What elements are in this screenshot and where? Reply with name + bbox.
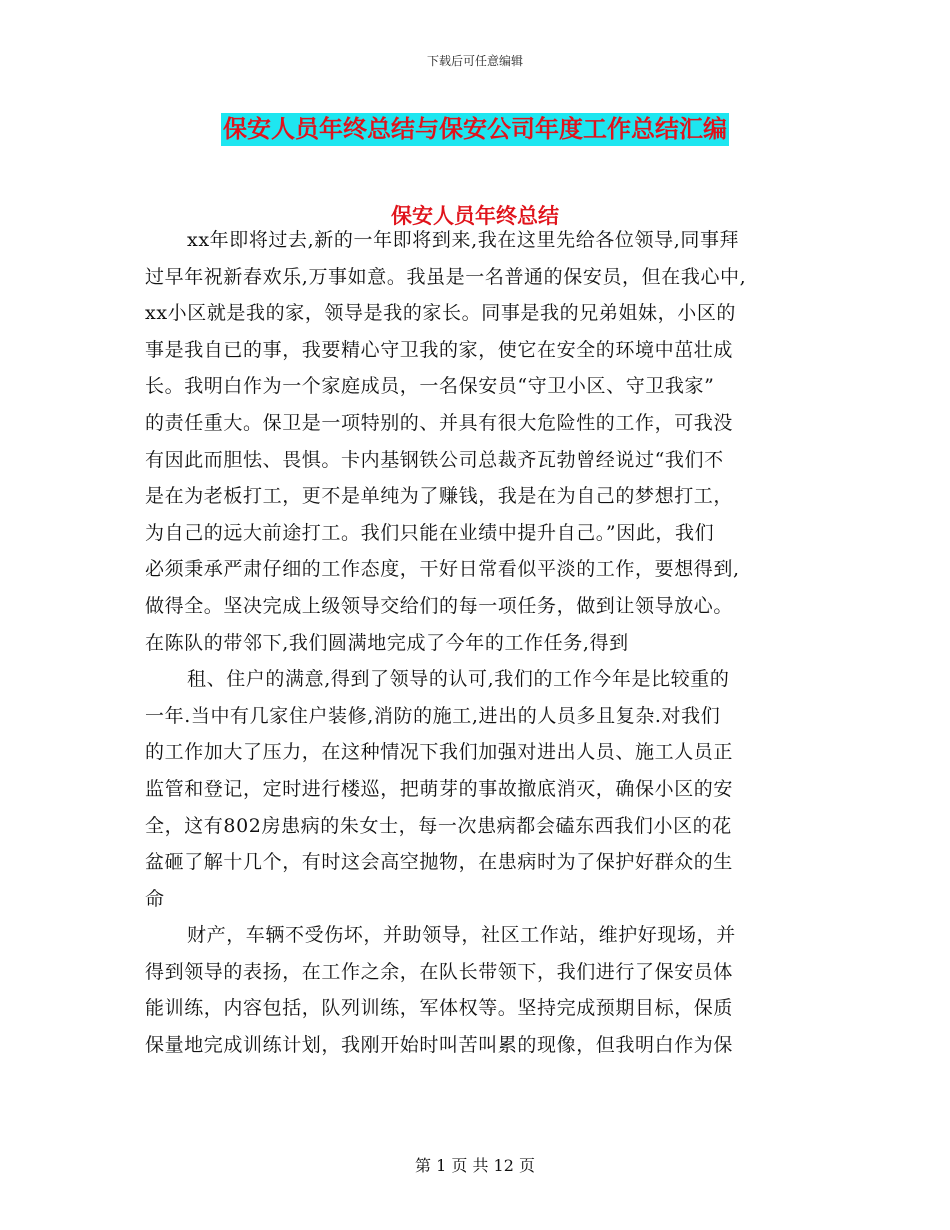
paragraph-line: 是在为老板打工，更不是单纯为了赚钱，我是在为自己的梦想打工， (145, 485, 734, 508)
paragraph-line: 的工作加大了压力，在这种情况下我们加强对进出人员、施工人员正 (145, 741, 734, 764)
paragraph-line: 盆砸了解十几个，有时这会高空抛物，在患病时为了保护好群众的生 (145, 851, 734, 874)
paragraph-line: 为自己的远大前途打工。我们只能在业绩中提升自己。”因此，我们 (145, 521, 715, 544)
paragraph-line: 做得全。坚决完成上级领导交给们的每一项任务，做到让领导放心。 (145, 594, 734, 617)
document-title: 保安人员年终总结与保安公司年度工作总结汇编 (221, 113, 729, 146)
page-header-note: 下载后可任意编辑 (426, 54, 523, 68)
page-number-footer: 第 1 页 共 12 页 (415, 1156, 535, 1175)
paragraph-line: 能训练，内容包括，队列训练，军体权等。坚持完成预期目标，保质 (145, 997, 734, 1020)
paragraph-line: 监管和登记，定时进行楼巡，把萌芽的事故撤底消灭，确保小区的安 (145, 777, 734, 800)
paragraph-line: xx小区就是我的家，领导是我的家长。同事是我的兄弟姐妹，小区的 (145, 302, 737, 325)
paragraph-line: 过早年祝新春欢乐,万事如意。我虽是一名普通的保安员，但在我心中, (145, 265, 747, 288)
paragraph-line: 一年.当中有几家住户装修,消防的施工,进出的人员多且复杂.对我们 (145, 704, 721, 727)
paragraph-line: 命 (145, 887, 165, 910)
paragraph-line: 全，这有802房患病的朱女士，每一次患病都会磕东西我们小区的花 (145, 814, 732, 837)
paragraph-line: 租、住户的满意,得到了领导的认可,我们的工作今年是比较重的 (187, 668, 730, 691)
paragraph-line: 保量地完成训练计划，我刚开始时叫苦叫累的现像，但我明白作为保 (145, 1034, 734, 1057)
paragraph-line: 长。我明白作为一个家庭成员，一名保安员“守卫小区、守卫我家” (145, 375, 715, 398)
section-title: 保安人员年终总结 (391, 204, 559, 228)
body-text (145, 222, 815, 1064)
paragraph-line: 必须秉承严肃仔细的工作态度，干好日常看似平淡的工作，要想得到, (145, 558, 740, 581)
paragraph-line: 的责任重大。保卫是一项特别的、并具有很大危险性的工作，可我没 (145, 411, 734, 434)
paragraph-line: 得到领导的表扬，在工作之余，在队长带领下，我们进行了保安员体 (145, 960, 734, 983)
paragraph-line: xx年即将过去,新的一年即将到来,我在这里先给各位领导,同事拜 (187, 229, 740, 251)
paragraph-line: 在陈队的带邻下,我们圆满地完成了今年的工作任务,得到 (145, 631, 629, 654)
paragraph-line: 事是我自已的事，我要精心守卫我的家，使它在安全的环境中茁壮成 (145, 338, 734, 361)
paragraph-line: 有因此而胆怯、畏惧。卡内基钢铁公司总裁齐瓦勃曾经说过“我们不 (145, 448, 724, 471)
paragraph-line: 财产，车辆不受伤坏，并助领导，社区工作站，维护好现场，并 (187, 924, 736, 947)
